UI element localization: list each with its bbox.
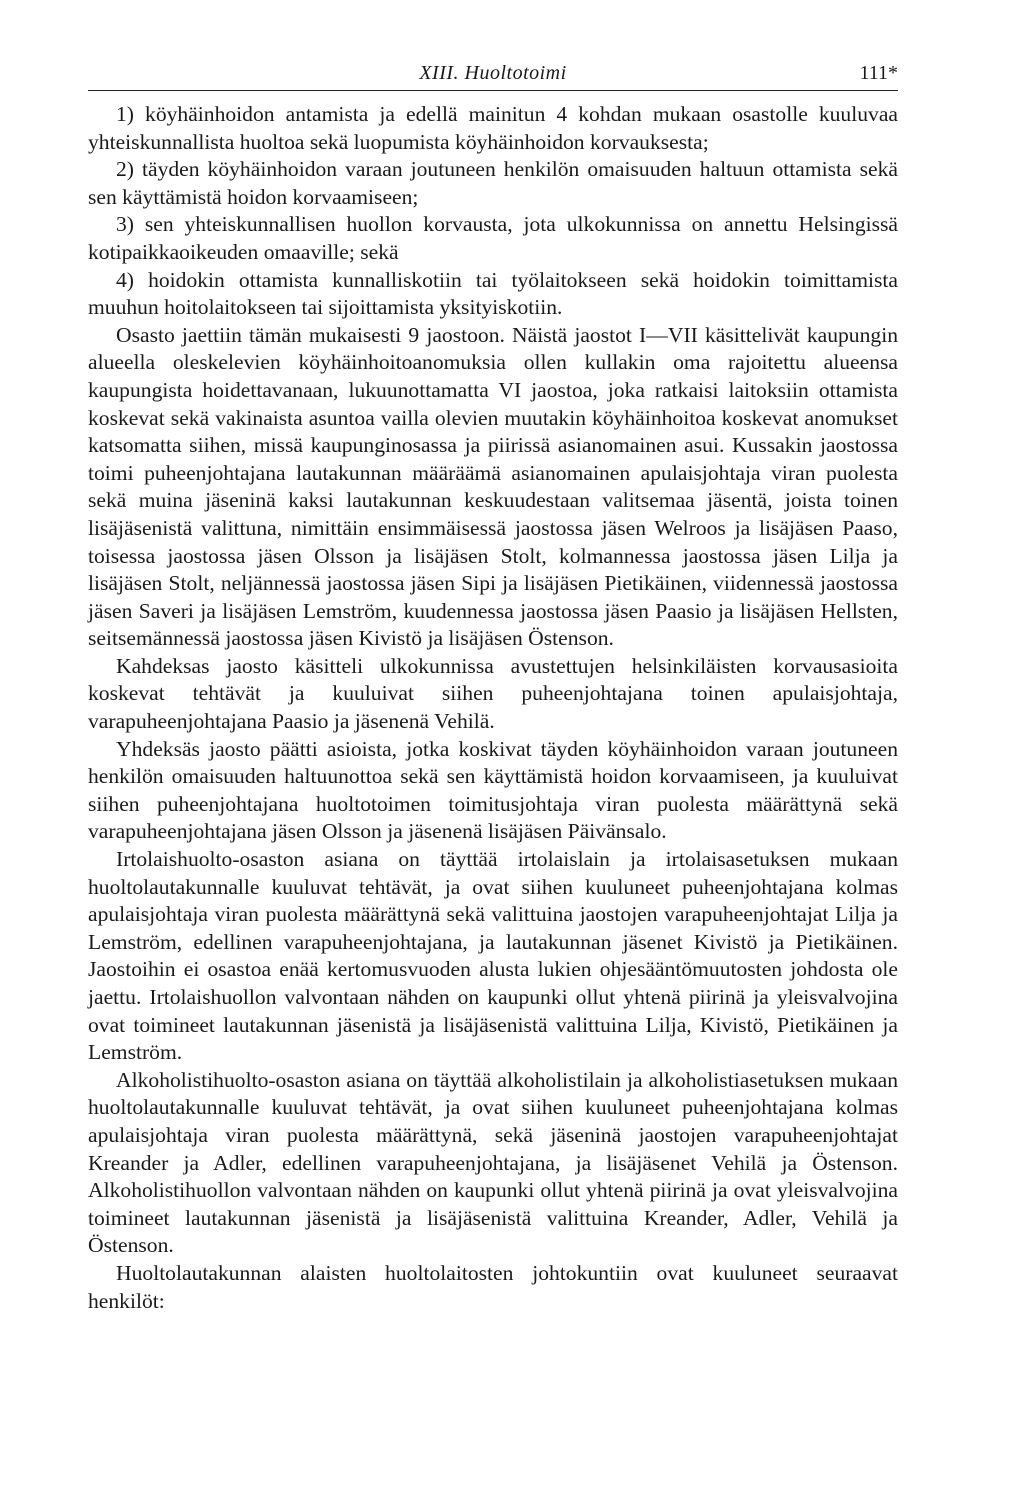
running-header (88, 56, 898, 90)
paragraph-item-4: 4) hoidokin ottamista kunnalliskotiin tai työlaitokseen sekä hoidokin toimittamista muuhun hoitolaitokseen tai sijoittamista yksityiskotiin. (88, 267, 898, 320)
paragraph-vagrancy-department: Irtolaishuolto-osaston asiana on täyttää irtolaislain ja irtolaisasetuksen mukaan huoltolautakunnalle kuuluvat tehtävät, ja ovat siihen kuuluneet puheenjohtajana kolmas apulaisjohtaja viran puolesta määrättynä sekä valittuina jaostojen varapuheenjohtajat Lilja ja Lemström, edellinen varapuheenjohtajana, ja lautakunnan jäsenet Kivistö ja Pietikäinen. Jaostoihin ei osastoa enää kertomusvuoden alusta lukien ohjesääntömuutosten johdosta ole jaettu. Irtolaishuollon valvontaan nähden on kaupunki ollut yhtenä piirinä ja yleisvalvojina ovat toimineet lautakunnan jäsenistä ja lisäjäsenistä valittuina Lilja, Kivistö, Pietikäinen ja Lemström. (88, 847, 898, 1065)
paragraph-alcoholic-department: Alkoholistihuolto-osaston asiana on täyttää alkoholistilain ja alkoholistiasetuksen mukaan huoltolautakunnalle kuuluvat tehtävät, ja ovat siihen kuuluneet puheenjohtajana kolmas apulaisjohtaja viran puolesta määrättynä, sekä jäseninä jaostojen varapuheenjohtajat Kreander ja Adler, edellinen varapuheenjohtajana, ja lisäjäsenet Vehilä ja Östenson. Alkoholistihuollon valvontaan nähden on kaupunki ollut yhtenä piirinä ja ovat yleisvalvojina toimineet lautakunnan jäsenistä ja lisäjäsenistä valittuina Kreander, Adler, Vehilä ja Östenson. (88, 1067, 898, 1258)
chapter-title: XIII. Huoltotoimi (419, 62, 567, 84)
paragraph-item-3: 3) sen yhteiskunnallisen huollon korvausta, jota ulkokunnissa on annettu Helsingissä kotipaikkaoikeuden omaaville; sekä (88, 212, 898, 264)
paragraph-item-2: 2) täyden köyhäinhoidon varaan joutuneen henkilön omaisuuden haltuun ottamista sekä sen käyttämistä hoidon korvaamiseen; (88, 157, 898, 209)
body-text (88, 101, 898, 1315)
page-number: 111* (859, 62, 898, 84)
document-page (88, 56, 898, 1315)
paragraph-eighth-section: Kahdeksas jaosto käsitteli ulkokunnissa avustettujen helsinkiläisten korvausasioita koskevat tehtävät ja kuuluivat siihen puheenjohtajana toinen apulaisjohtaja, varapuheenjohtajana Paasio ja jäsenenä Vehilä. (88, 653, 898, 734)
paragraph-ninth-section: Yhdeksäs jaosto päätti asioista, jotka koskivat täyden köyhäinhoidon varaan joutuneen henkilön omaisuuden haltuunottoa sekä sen käyttämistä hoidon korvaamiseen, ja kuuluivat siihen puheenjohtajana huoltotoimen toimitusjohtaja viran puolesta määrättynä sekä varapuheenjohtajana jäsen Olsson ja jäsenenä lisäjäsen Päivänsalo. (88, 736, 898, 844)
paragraph-item-1: 1) köyhäinhoidon antamista ja edellä mainitun 4 kohdan mukaan osastolle kuuluvaa yhteiskunnallista huoltoa sekä luopumista köyhäinhoidon korvauksesta; (88, 102, 898, 154)
paragraph-division: Osasto jaettiin tämän mukaisesti 9 jaostoon. Näistä jaostot I—VII käsittelivät kaupungin alueella oleskelevien köyhäinhoitoanomuksia ollen kullakin oma rajoitettu alueensa kaupungista hoidettavanaan, lukuunottamatta VI jaostoa, joka ratkaisi laitoksiin ottamista koskevat sekä vakinaista asuntoa vailla olevien muutakin köyhäinhoitoa koskevat anomukset katsomatta siihen, missä kaupunginosassa ja piirissä asianomainen asui. Kussakin jaostossa toimi puheenjohtajana lautakunnan määräämä asianomainen apulaisjohtaja viran puolesta sekä muina jäseninä kaksi lautakunnan keskuudestaan valitsemaa jäsentä, joista toinen lisäjäsenistä valittuna, nimittäin ensimmäisessä jaostossa jäsen Welroos ja lisäjäsen Paaso, toisessa jaostossa jäsen Olsson ja lisäjäsen Stolt, kolmannessa jaostossa jäsen Lilja ja lisäjäsen Stolt, neljännessä jaostossa jäsen Sipi ja lisäjäsen Pietikäinen, viidennessä jaostossa jäsen Saveri ja lisäjäsen Lemström, kuudennessa jaostossa jäsen Paasio ja lisäjäsen Hellsten, seitsemännessä jaostossa jäsen Kivistö ja lisäjäsen Östenson. (88, 322, 898, 651)
header-rule (88, 90, 898, 91)
paragraph-boards-intro: Huoltolautakunnan alaisten huoltolaitosten johtokuntiin ovat kuuluneet seuraavat henkilöt: (88, 1260, 898, 1313)
